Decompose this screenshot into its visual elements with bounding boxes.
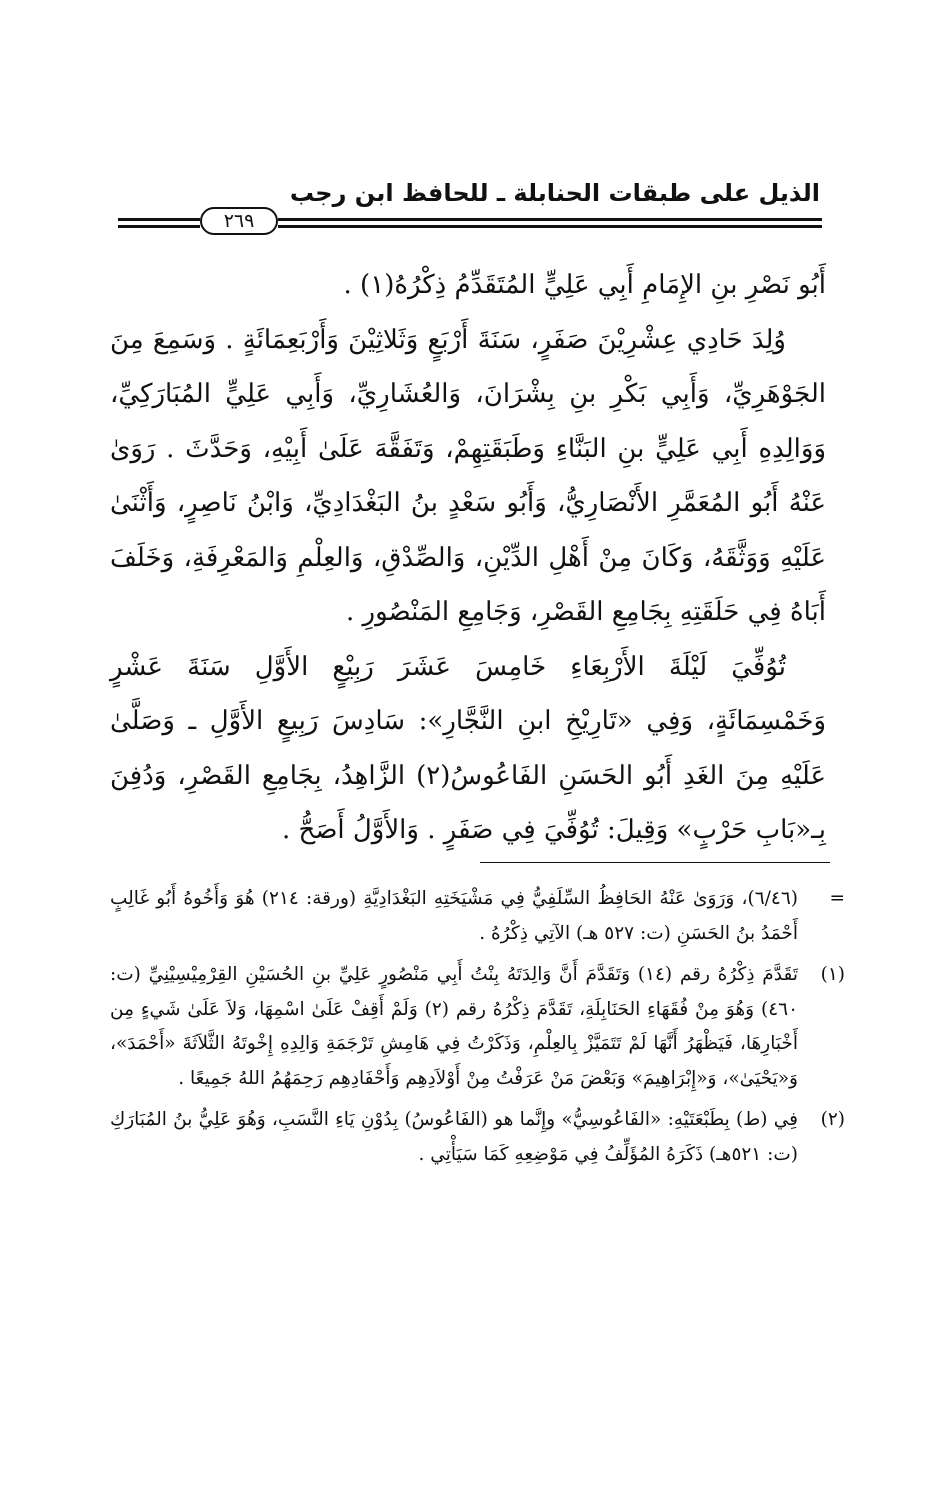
footnote-1 [110,958,845,1096]
footnote-marker: (١) [820,964,845,985]
footnotes [110,882,845,1179]
footnote-continuation [110,882,845,951]
footnote-2 [110,1103,845,1172]
footnote-text: تَقَدَّمَ ذِكْرُهُ رقم (١٤) وَتَقَدَّمَ أَنَّ وَالِدَتَهُ بِنْتُ أَبِي مَنْصُورٍ عَلِيِّ بنِ الحُسَيْنِ القِرْمِيْسِيْنِيِّ (ت: ٤٦٠) وَهُوَ مِنْ فُقَهَاءِ الحَنَابِلَةِ، تَقَدَّمَ ذِكْرُهُ رقم (٢) وَلَمْ أَقِفْ عَلَىٰ اسْمِهَا، وَلاَ عَلَىٰ شَيءٍ مِن أَخْبَارِهَا، فَيَظْهَرُ أَنَّهَا لَمْ تَتَمَيَّزْ بِالعِلْمِ، وَذَكَرْتُ فِي هَامِشِ تَرْجَمَةِ وَالِدِهِ إِخْوتَهُ الثَّلاَثَةَ «أَحْمَدَ»، وَ«يَحْيَىٰ»، وَ«إِبْرَاهِيمَ» وَبَعْضَ مَنْ عَرَفْتُ مِنْ أَوْلاَدِهِم وَأَحْفَادِهِم رَحِمَهُمُ اللهُ جَمِيعًا . [110,964,799,1089]
page-number: ٢٦٩ [200,207,278,235]
footnote-text: فِي (ط) بِطَبْعَتَيْهِ: «الفَاعُوسِيُّ» وإِنَّما هو (الفَاعُوسُ) بِدُوْنِ يَاءِ النَّسَبِ، وَهُوَ عَلِيُّ بنُ المُبَارَكِ (ت: ٥٢١هـ) ذَكَرَهُ المُؤَلِّفُ فِي مَوْضِعِهِ كَمَا سَيَأْتِي . [110,1109,798,1165]
footnote-separator [480,862,830,863]
footnote-marker: (٢) [820,1109,845,1130]
footnote-marker: = [829,888,845,909]
main-text [110,258,826,858]
footnote-text: (٦/٤٦)، وَرَوَىٰ عَنْهُ الحَافِظُ السِّلَفِيُّ فِي مَشْيَخَتِهِ البَغْدَادِيَّةِ (ورقة: ٢١٤) هُوَ وَأَخُوهُ أَبُو غَالِبٍ أَحْمَدُ بنُ الحَسَنِ (ت: ٥٢٧ هـ) الآتِي ذِكْرُهُ . [110,888,798,944]
header-rule [118,225,200,228]
paragraph: أَبُو نَصْرِ بنِ الإِمَامِ أَبِي عَلِيٍّ المُتَقَدِّمُ ذِكْرُهُ(١) . [343,270,826,300]
header-rule [278,225,822,228]
book-title: الذيل على طبقات الحنابلة ـ للحافظ ابن رجب [289,179,820,207]
header-rule [278,218,822,221]
header-rule [118,218,200,221]
paragraph: تُوُفِّيَ لَيْلَةَ الأَرْبِعَاءِ خَامِسَ عَشَرَ رَبِيْعٍ الأَوَّلِ سَنَةَ عَشْرٍ وَخَمْسِمَائَةٍ، وَفِي «تَارِيْخِ ابنِ النَّجَّارِ»: سَادِسَ رَبِيعٍ الأَوَّلِ ـ وَصَلَّىٰ عَلَيْهِ مِنَ الغَدِ أَبُو الحَسَنِ الفَاعُوسُ(٢) الزَّاهِدُ، بِجَامِعِ القَصْرِ، وَدُفِنَ بِـ«بَابِ حَرْبٍ» وَقِيلَ: تُوُفِّيَ فِي صَفَرٍ . وَالأَوَّلُ أَصَحُّ . [110,651,826,845]
paragraph: وُلِدَ حَادِي عِشْرِيْنَ صَفَرٍ، سَنَةَ أَرْبَعٍ وَثَلاثِيْنَ وَأَرْبَعِمَائَةٍ . وَسَمِعَ مِنَ الجَوْهَرِيِّ، وَأَبِي بَكْرِ بنِ بِشْرَانَ، وَالعُشَارِيِّ، وَأَبِي عَلِيٍّ المُبَارَكِيِّ، وَوَالِدِهِ أَبِي عَلِيٍّ بنِ البَنَّاءِ وَطَبَقَتِهِمْ، وَتَفَقَّهَ عَلَىٰ أَبِيْهِ، وَحَدَّثَ . رَوَىٰ عَنْهُ أَبُو المُعَمَّرِ الأَنْصَارِيُّ، وَأَبُو سَعْدٍ بنُ البَغْدَادِيِّ، وَابْنُ نَاصِرٍ، وَأَثْنَىٰ عَلَيْهِ وَوَثَّقَهُ، وَكَانَ مِنْ أَهْلِ الدِّيْنِ، وَالصِّدْقِ، وَالعِلْمِ وَالمَعْرِفَةِ، وَخَلَفَ أَبَاهُ فِي حَلَقَتِهِ بِجَامِعِ القَصْرِ، وَجَامِعِ المَنْصُورِ . [110,324,826,627]
